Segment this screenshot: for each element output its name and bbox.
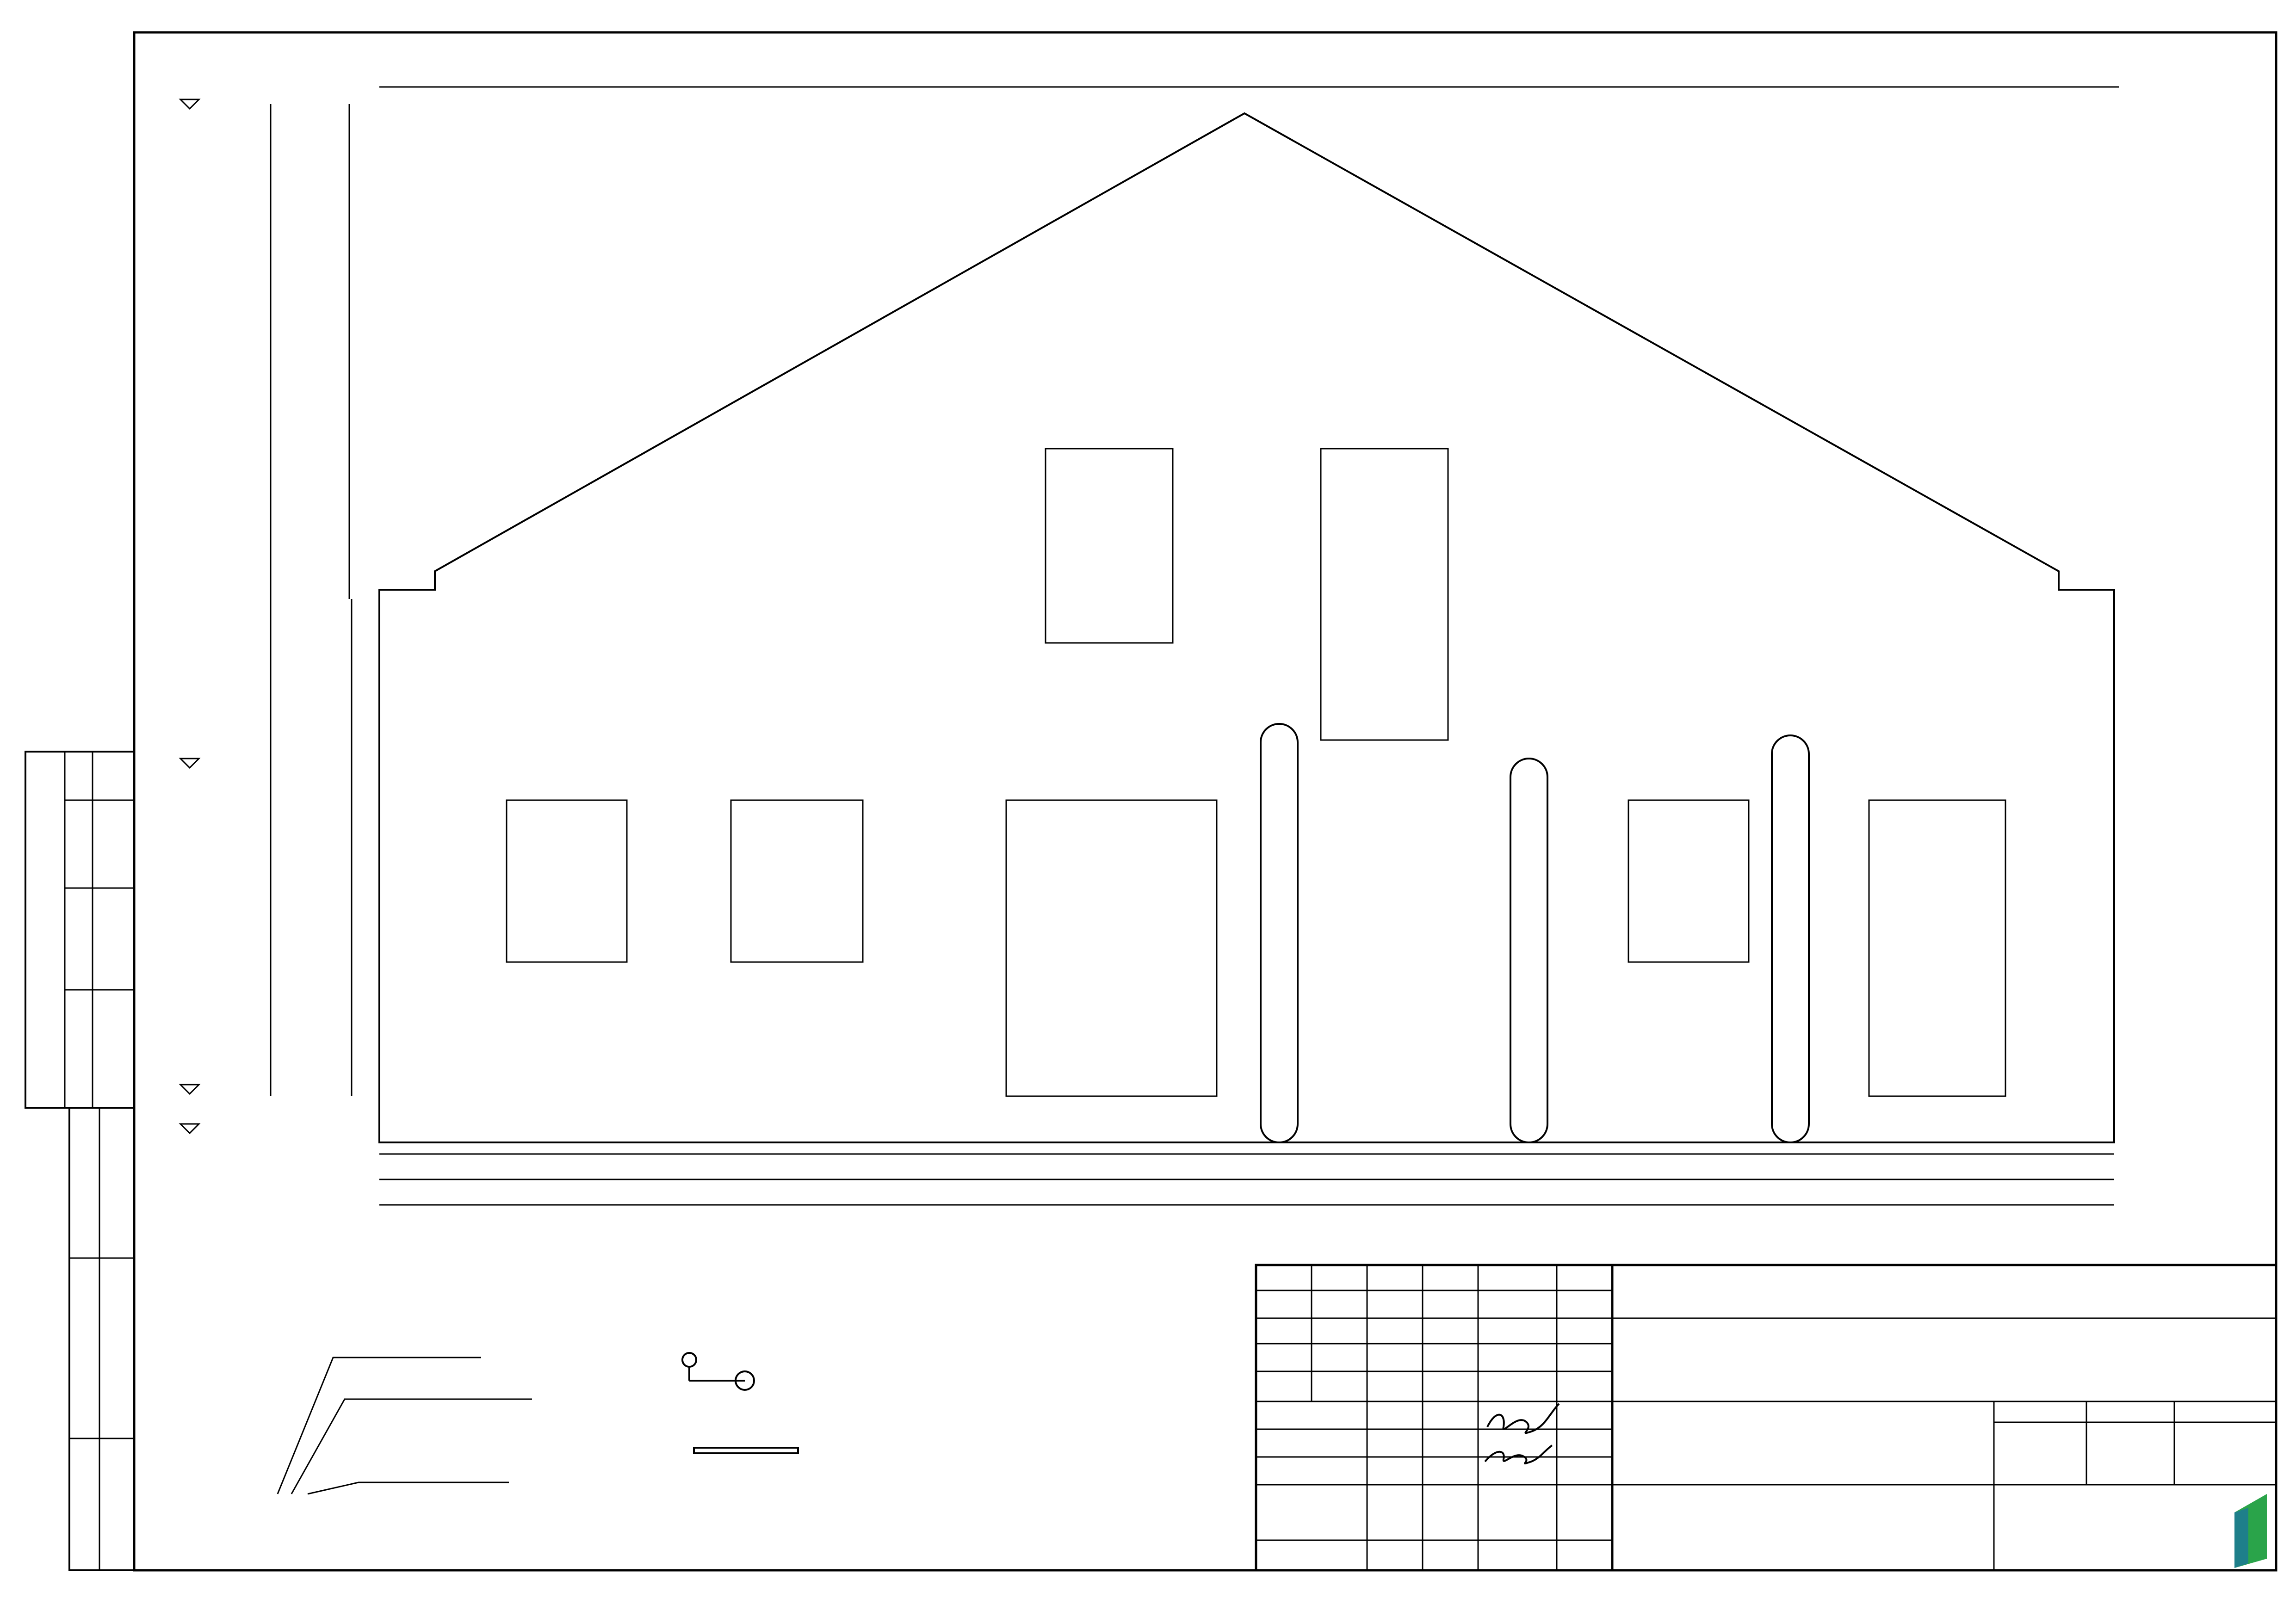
slot-15c — [1772, 735, 1809, 1142]
legend-dowel-icon — [694, 1448, 798, 1453]
company-logo — [2234, 1494, 2267, 1568]
signature-2 — [1485, 1445, 1552, 1463]
legend-bolt-icon — [682, 1353, 696, 1367]
window-w2 — [731, 800, 863, 962]
level-marks — [180, 99, 199, 1133]
window-w5 — [1628, 800, 1749, 962]
slot-15b — [1510, 759, 1547, 1142]
side-stamp — [25, 752, 134, 1570]
slot-15a — [1261, 724, 1298, 1142]
legend — [278, 1353, 798, 1494]
door-d1 — [1006, 800, 1217, 1096]
window-w3 — [1046, 449, 1173, 643]
door-d2 — [1869, 800, 2005, 1096]
window-w4 — [1321, 449, 1448, 740]
bottom-dimension-rows — [379, 1154, 2114, 1205]
window-w1 — [507, 800, 627, 962]
title-block — [1256, 1265, 2276, 1570]
wall-body — [379, 113, 2114, 1142]
left-vertical-dims — [271, 104, 352, 1096]
